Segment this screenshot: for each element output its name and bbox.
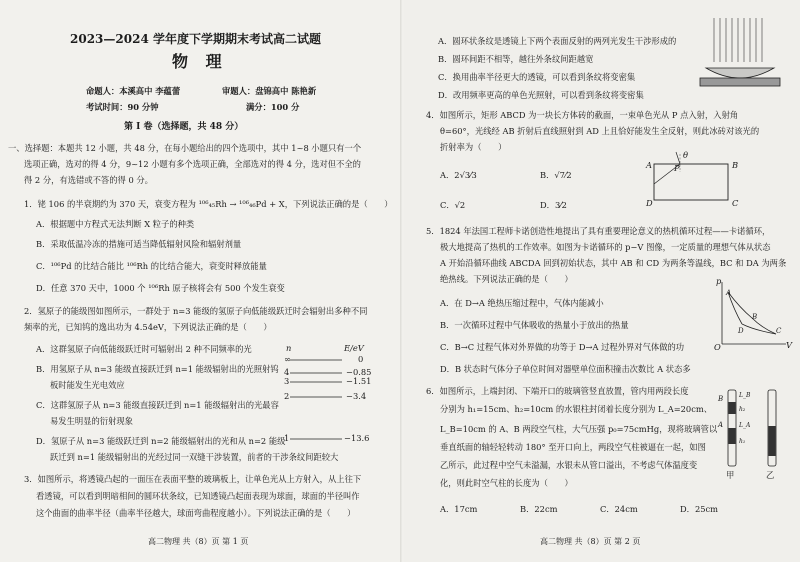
mercury-column-h2	[729, 402, 736, 414]
q5-stem-line: 5．1824 年法国工程师卡诺创造性地提出了具有重要理论意义的热机循环过程——卡诺循环，	[426, 226, 771, 236]
q4-stem-line: 4．如图所示，矩形 ABCD 为一块长方体砖的截面，一束单色光从 P 点入射，入射角	[426, 110, 739, 120]
p-axis-label: p	[716, 276, 722, 286]
q1-option-a: A．根据题中方程式无法判断 X 粒子的种类	[36, 219, 195, 229]
q5-stem-line: 极大地提高了热机的工作效率。如图为卡诺循环的 p−V 图像，一定质量的理想气体从状态	[440, 242, 771, 252]
isotherm-cd	[742, 324, 776, 334]
state-a-label: A	[726, 289, 732, 297]
theta-label: θ	[683, 150, 688, 160]
instruction-line: 得 2 分，有选错或不答的得 0 分。	[24, 175, 153, 185]
glass-plate	[700, 78, 780, 86]
q3-option-d: D．改用频率更高的单色光照射，可以看到条纹将变密集	[438, 90, 644, 100]
page-footer: 高二物理 共（8）页 第 1 页	[148, 537, 249, 546]
reviewer: 审题人：盘锦高中 陈艳新	[222, 86, 317, 96]
n-axis-label: n	[286, 343, 292, 353]
level-e: −3.4	[346, 391, 367, 401]
lens-figure	[700, 18, 780, 98]
point-c-label: C	[732, 198, 739, 208]
isotherm-ab	[728, 292, 752, 318]
v-axis-label: V	[786, 340, 792, 350]
exam-title: 2023—2024 学年度下学期期末考试高二试题	[70, 32, 321, 46]
q2-option-d: D．氢原子从 n=3 能级跃迁到 n=2 能级辐射出的光和从 n=2 能级	[36, 436, 286, 446]
point-d-label: D	[646, 198, 653, 208]
column-b-label: B	[718, 395, 724, 403]
q2-option-b-cont: 板时能发生光电效应	[50, 380, 125, 390]
q6-stem-line: 垂直纸面的轴轻轻转动 180° 至开口向上，两段空气柱被逼在一起，如图	[440, 442, 706, 452]
q3-option-b: B．圆环间距不相等，越往外条纹间距越宽	[438, 54, 594, 64]
q6-stem-line: L_B=10cm 的 A、B 两段空气柱，大气压强 p₀=75cmHg，现将玻璃管以	[440, 424, 718, 434]
state-c-label: C	[776, 327, 782, 335]
energy-axis-label: E/eV	[344, 343, 364, 353]
point-a-label: A	[646, 160, 652, 170]
q1-stem: 1．铑 106 的半衰期约为 370 天，衰变方程为 ¹⁰⁶₄₅Rh → ¹⁰⁶₄₆Pd + X，下列说法正确的是（ ）	[24, 199, 393, 209]
h1-label: h₁	[739, 438, 746, 445]
q5-option-a: A．在 D→A 绝热压缩过程中，气体内能减小	[440, 298, 604, 308]
q4-option-d: D．3⁄2	[540, 200, 567, 210]
mercury-column-h1	[729, 428, 736, 444]
point-b-label: B	[732, 160, 739, 170]
point-p-label: P	[674, 163, 680, 173]
q2-option-c-cont: 易发生明显的衍射现象	[50, 416, 133, 426]
mercury-column-merged	[769, 426, 776, 456]
q6-stem-line: 分别为 h₁=15cm、h₂=10cm 的水银柱封闭着长度分别为 L_A=20cm、	[440, 404, 713, 414]
q5-option-c: C．B→C 过程气体对外界做的功等于 D→A 过程外界对气体做的功	[440, 342, 685, 352]
q4-stem-line: 折射率为（ ）	[440, 142, 507, 152]
level-e: −13.6	[344, 433, 370, 443]
q6-stem-line: 化，则此时空气柱的长度为（ ）	[440, 478, 573, 488]
q1-option-b: B．采取低温冷冻的措施可适当降低辐射风险和辐射剂量	[36, 239, 242, 249]
q6-option-d: D．25cm	[680, 504, 719, 514]
q3-option-c: C．换用曲率半径更大的透镜，可以看到条纹将变密集	[438, 72, 636, 82]
right-page	[404, 0, 800, 562]
tube-drawings	[724, 386, 784, 476]
q2-stem-line: 频率的光，已知钨的逸出功为 4.54eV，下列说法正确的是（ ）	[24, 322, 272, 332]
page-footer: 高二物理 共（8）页 第 2 页	[540, 537, 641, 546]
level-n: 1	[284, 433, 290, 443]
q2-option-a: A．这群氢原子向低能级跃迁时可辐射出 2 种不同频率的光	[36, 344, 252, 354]
q6-stem-line: 乙所示，此过程中空气未溢漏，水银未从管口溢出，不考虑气体温度变	[440, 460, 698, 470]
figure-yi-label: 乙	[766, 470, 775, 480]
level-n: 4	[284, 367, 290, 377]
level-e: −1.51	[346, 376, 372, 386]
q2-option-c: C．这群氢原子从 n=3 能级直接跃迁到 n=1 能级辐射出的光最容	[36, 400, 279, 410]
column-a-label: A	[718, 421, 724, 429]
q4-option-a: A．2√3⁄3	[440, 170, 477, 180]
q2-option-b: B．用氢原子从 n=3 能级直接跃迁到 n=1 能级辐射出的光照射钨	[36, 364, 279, 374]
incident-light-rays	[714, 18, 762, 62]
q5-stem-line: 绝热线。下列说法正确的是（ ）	[440, 274, 573, 284]
q2-stem-line: 2．氢原子的能级图如图所示，一群处于 n=3 能级的氢原子向低能级跃迁时会辐射出多种不同	[24, 306, 368, 316]
level-e: −0.85	[346, 367, 372, 377]
level-n: 2	[284, 391, 290, 401]
q3-option-a: A．圆环状条纹是透镜上下两个表面反射的两列光发生干涉形成的	[438, 36, 677, 46]
q6-stem-line: 6．如图所示，上端封闭、下端开口的玻璃管竖直放置，管内用两段长度	[426, 386, 689, 396]
q3-stem-line: 这个曲面的曲率半径（曲率半径越大，球面弯曲程度越小）。下列说法正确的是（ ）	[36, 508, 356, 518]
convex-lens	[706, 68, 774, 78]
origin-label: O	[714, 342, 721, 352]
q1-option-c: C．¹⁰⁶Pd 的比结合能比 ¹⁰⁶Rh 的比结合能大，衰变时释放能量	[36, 261, 267, 271]
energy-level-lines	[290, 350, 350, 450]
instruction-line: 一、选择题：本题共 12 小题，共 48 分，在每小题给出的四个选项中，其中 1~8 小题只有一个	[8, 143, 362, 153]
q5-option-d: D．B 状态时气体分子单位时间对器壁单位面积撞击次数比 A 状态多	[440, 364, 691, 374]
q6-option-c: C．24cm	[600, 504, 638, 514]
total-score: 满分：100 分	[246, 102, 300, 112]
instruction-line: 选项正确，选对的得 4 分，9~12 小题有多个选项正确，全部选对的得 4 分，选对但不全的	[24, 159, 361, 169]
la-label: L_A	[739, 422, 751, 429]
figure-jia-label: 甲	[726, 470, 735, 480]
q6-option-b: B．22cm	[520, 504, 558, 514]
level-e: 0	[358, 354, 364, 364]
level-n: ∞	[284, 354, 291, 364]
q4-stem-line: θ=60°，光线经 AB 折射后直线照射到 AD 上且恰好能发生全反射，则此冰砖对该光的	[440, 126, 760, 136]
h2-label: h₂	[739, 406, 746, 413]
q4-option-b: B．√7⁄2	[540, 170, 572, 180]
lb-label: L_B	[739, 392, 751, 399]
level-n: 3	[284, 376, 290, 386]
part1-title: 第 Ⅰ 卷（选择题，共 48 分）	[124, 122, 244, 132]
brick-rectangle	[654, 164, 734, 204]
duration: 考试时间：90 分钟	[86, 102, 159, 112]
q1-option-d: D．任意 370 天中，1000 个 ¹⁰⁶Rh 原子核将会有 500 个发生衰变	[36, 283, 285, 293]
subject-title: 物 理	[172, 52, 228, 71]
setter: 命题人：本溪高中 李蕴蕾	[86, 86, 181, 96]
q4-option-c: C．√2	[440, 200, 466, 210]
state-d-label: D	[738, 327, 744, 335]
q5-stem-line: A 开始沿循环曲线 ABCDA 回到初始状态，其中 AB 和 CD 为两条等温线，BC 和 DA 为两条	[440, 258, 787, 268]
q2-option-d-cont: 跃迁到 n=1 能级辐射出的光经过同一双缝干涉装置，前者的干涉条纹间距较大	[50, 452, 339, 462]
q3-stem-line: 看透镜，可以看到明暗相间的圆环状条纹，已知透镜凸起面表现为球面，球面的半径叫作	[36, 491, 360, 501]
q6-option-a: A．17cm	[440, 504, 478, 514]
q3-stem-line: 3．如图所示，将透镜凸起的一面压在表面平整的玻璃板上，让单色光从上方射入，从上往下	[24, 474, 362, 484]
q5-option-b: B．一次循环过程中气体吸收的热量小于放出的热量	[440, 320, 629, 330]
state-b-label: B	[752, 313, 758, 321]
